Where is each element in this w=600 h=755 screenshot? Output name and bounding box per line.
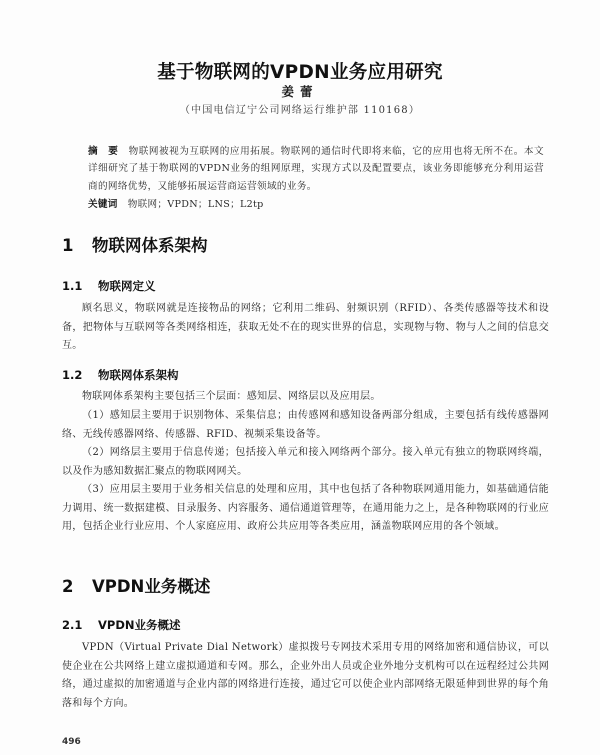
section-heading-1 xyxy=(62,232,208,256)
abstract-text: 物联网被视为互联网的应用拓展。物联网的通信时代即将来临，它的应用也将无所不在。本文详细研究了基于物联网的VPDN业务的组网原理，实现方式以及配置要点，该业务即能够充分利用运营商的网络优势，又能够拓展运营商运营领域的业务。 xyxy=(88,146,544,192)
keywords-text: 物联网；VPDN；LNS；L2tp xyxy=(127,199,264,210)
subsection-number: 1.1 xyxy=(62,279,83,293)
paragraph: 物联网体系架构主要包括三个层面：感知层、网络层以及应用层。 xyxy=(82,391,381,402)
subsection-title: VPDN业务概述 xyxy=(98,618,181,632)
paper-title: 基于物联网的VPDN业务应用研究 xyxy=(157,62,443,83)
keywords-label: 关键词 xyxy=(88,199,118,210)
subsection-title: 物联网体系架构 xyxy=(98,368,179,382)
abstract xyxy=(88,143,544,195)
paragraph: （3）应用层主要用于业务相关信息的处理和应用，其中也包括了各种物联网通用能力，如基础通信能力调用、统一数据建模、目录服务、内容服务、通信通道管理等，在通用能力之上，是各种物联网的行业应用，包括企业行业应用、个人家庭应用、政府公共应用等各类应用，涵盖物联网应用的各个领域。 xyxy=(62,484,549,533)
section-title: 物联网体系架构 xyxy=(92,236,208,255)
paragraph: VPDN（Virtual Private Dial Network）虚拟拨号专网技术采用专用的网络加密和通信协议，可以使企业在公共网络上建立虚拟通道和专网。那么，企业外出人员或企业外地分支机构可以在远程经过公共网络，通过虚拟的加密通道与企业内部的网络进行连接，通过它可以使企业内部网络无限延伸到世界的每个角落和每个方向。 xyxy=(62,642,549,709)
paragraph: 顾名思义，物联网就是连接物品的网络；它利用二维码、射频识别（RFID）、各类传感器等技术和设备，把物体与互联网等各类网络相连，获取无处不在的现实世界的信息，实现物与物、物与人之间的信息交互。 xyxy=(62,303,549,352)
subsection-number: 2.1 xyxy=(62,618,83,632)
section-title: VPDN业务概述 xyxy=(92,577,211,596)
subsection-title: 物联网定义 xyxy=(98,279,156,293)
keywords xyxy=(88,196,544,210)
subsection-number: 1.2 xyxy=(62,368,83,382)
subsection-heading-2-1 xyxy=(62,617,181,633)
page-number: 496 xyxy=(62,737,81,747)
section-number: 2 xyxy=(62,577,74,596)
subsection-heading-1-2 xyxy=(62,367,179,383)
paragraph: （1）感知层主要用于识别物体、采集信息；由传感网和感知设备两部分组成，主要包括有线传感器网络、无线传感器网络、传感器、RFID、视频采集设备等。 xyxy=(62,410,549,440)
author-affiliation: （中国电信辽宁公司网络运行维护部 110168） xyxy=(179,105,421,116)
abstract-label: 摘 要 xyxy=(88,146,119,157)
author-name: 姜蕾 xyxy=(281,84,319,99)
paragraph: （2）网络层主要用于信息传递；包括接入单元和接入网络两个部分。接入单元有独立的物联网终端，以及作为感知数据汇聚点的物联网网关。 xyxy=(62,447,549,477)
subsection-heading-1-1 xyxy=(62,278,156,294)
section-heading-2 xyxy=(62,573,210,597)
section-number: 1 xyxy=(62,236,74,255)
